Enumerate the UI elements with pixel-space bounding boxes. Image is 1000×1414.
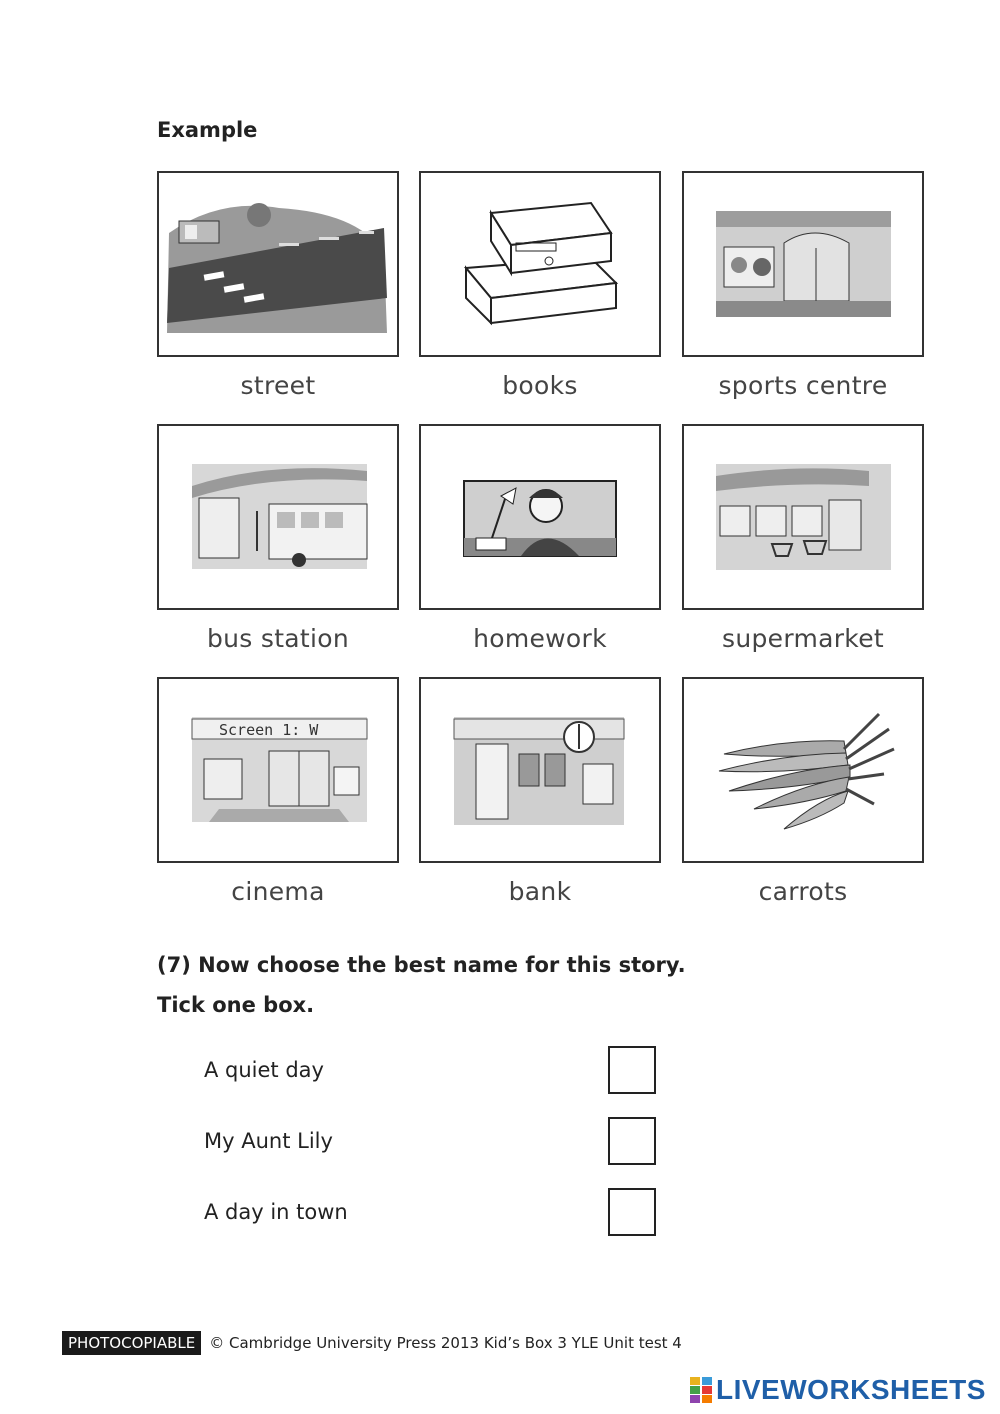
answer-option [204, 1046, 664, 1094]
picture-caption: bus station [206, 624, 350, 653]
footer [62, 1331, 682, 1355]
homework-icon [421, 426, 659, 608]
picture-frame [682, 171, 924, 357]
picture-frame [157, 677, 399, 863]
question-instruction: Tick one box. [157, 993, 315, 1017]
liveworksheets-wordmark: LIVEWORKSHEETS [716, 1374, 986, 1405]
picture-caption: books [502, 371, 578, 400]
answer-option-label: My Aunt Lily [204, 1129, 333, 1153]
example-heading: Example [157, 118, 258, 142]
street-icon [159, 173, 397, 355]
answer-option [204, 1117, 664, 1165]
picture-card-supermarket [682, 424, 924, 653]
picture-card-sports-centre [682, 171, 924, 400]
picture-card-books [419, 171, 661, 400]
picture-caption: cinema [231, 877, 325, 906]
picture-frame [682, 677, 924, 863]
liveworksheets-brand [690, 1374, 986, 1406]
bus-station-icon [159, 426, 397, 608]
picture-frame [419, 677, 661, 863]
sports-centre-icon [684, 173, 922, 355]
copyright-text: © Cambridge University Press 2013 Kid’s Box 3 YLE Unit test 4 [209, 1334, 682, 1352]
answer-option [204, 1188, 664, 1236]
picture-caption: homework [473, 624, 607, 653]
picture-card-carrots [682, 677, 924, 906]
picture-caption: supermarket [722, 624, 884, 653]
answer-checkbox[interactable] [608, 1117, 656, 1165]
photocopiable-tag: PHOTOCOPIABLE [62, 1331, 201, 1355]
picture-card-bank [419, 677, 661, 906]
picture-frame [157, 424, 399, 610]
picture-frame [157, 171, 399, 357]
picture-frame [419, 424, 661, 610]
answer-checkbox[interactable] [608, 1188, 656, 1236]
picture-card-bus-station [157, 424, 399, 653]
supermarket-icon [684, 426, 922, 608]
question-title: (7) Now choose the best name for this story. [157, 953, 686, 977]
answer-option-label: A quiet day [204, 1058, 324, 1082]
picture-grid [157, 171, 924, 911]
picture-caption: carrots [758, 877, 848, 906]
cinema-icon [159, 679, 397, 861]
picture-frame [419, 171, 661, 357]
picture-caption: street [240, 371, 316, 400]
carrots-icon [684, 679, 922, 861]
picture-frame [682, 424, 924, 610]
answer-option-label: A day in town [204, 1200, 348, 1224]
picture-caption: bank [508, 877, 572, 906]
picture-caption: sports centre [718, 371, 888, 400]
answer-checkbox[interactable] [608, 1046, 656, 1094]
picture-card-cinema [157, 677, 399, 906]
books-icon [421, 173, 659, 355]
picture-card-homework [419, 424, 661, 653]
liveworksheets-logo-icon [690, 1377, 712, 1403]
picture-card-street [157, 171, 399, 400]
bank-icon [421, 679, 659, 861]
cinema-sign: Screen 1: W [219, 721, 319, 739]
